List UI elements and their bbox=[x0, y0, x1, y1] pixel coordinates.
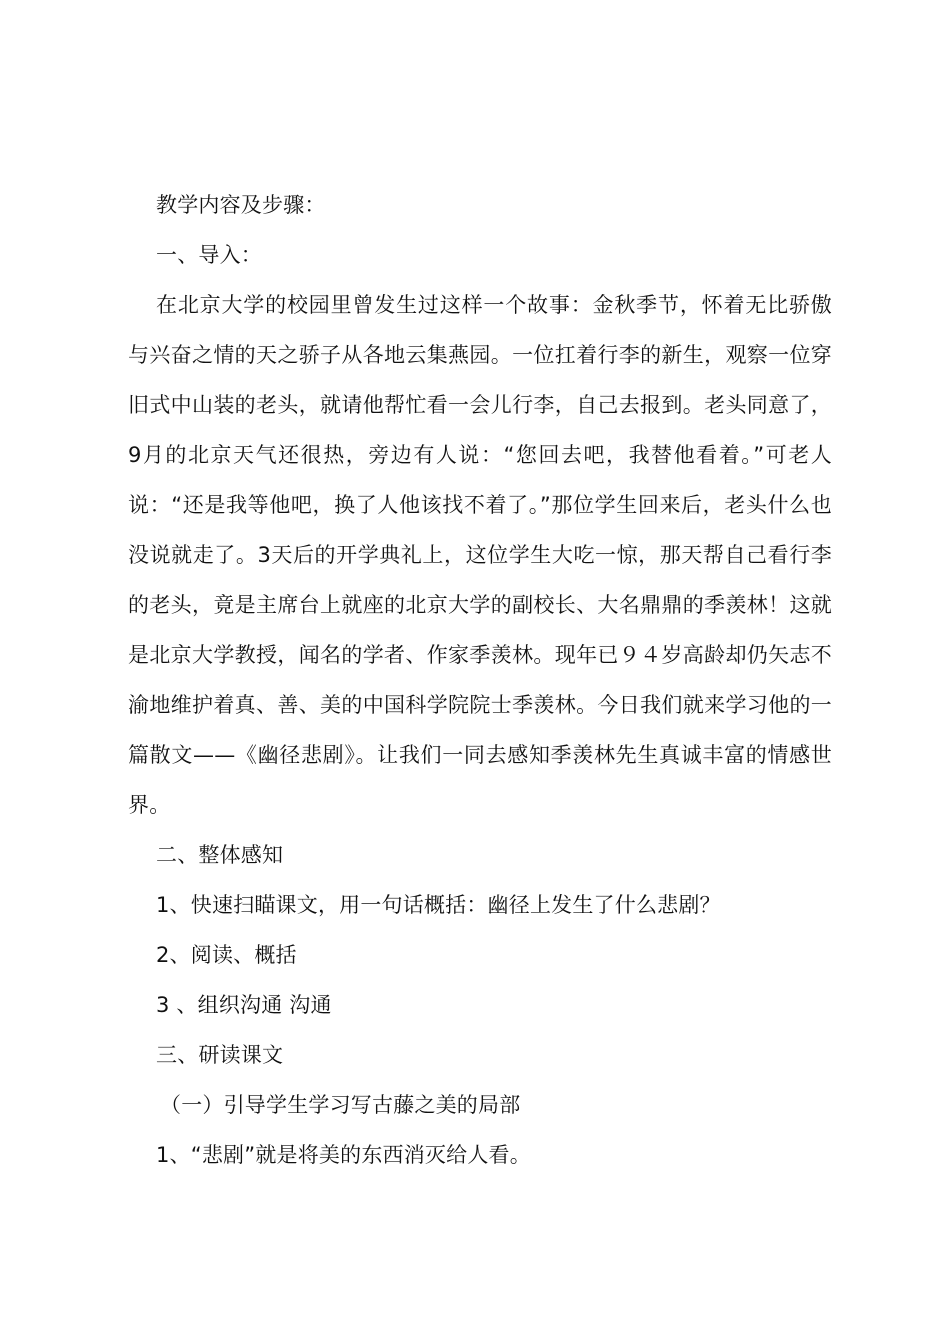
overall-perception-item-1: 1、快速扫瞄课文，用一句话概括：幽径上发生了什么悲剧？ bbox=[156, 893, 721, 917]
section-heading-introduction: 一、导入： bbox=[156, 243, 262, 267]
overall-perception-item-3: 3 、组织沟通 沟通 bbox=[156, 993, 332, 1017]
study-subsection-heading-1: （一）引导学生学习写古藤之美的局部 bbox=[160, 1093, 521, 1117]
section-heading-overall-perception: 二、整体感知 bbox=[156, 843, 284, 867]
section-heading-study-text: 三、研读课文 bbox=[156, 1043, 284, 1067]
introduction-story-paragraph: 在北京大学的校园里曾发生过这样一个故事：金秋季节，怀着无比骄傲与兴奋之情的天之骄子从各地云集燕园。一位扛着行李的新生，观察一位穿旧式中山装的老头，就请他帮忙看一会儿行李，自己去报到。老头同意了，9月的北京天气还很热，旁边有人说：“您回去吧，我替他看着。”可老人说：“还是我等他吧，换了人他该找不着了。”那位学生回来后，老头什么也没说就走了。3天后的开学典礼上，这位学生大吃一惊，那天帮自己看行李的老头，竟是主席台上就座的北京大学的副校长、大名鼎鼎的季羡林！这就是北京大学教授，闻名的学者、作家季羡林。现年已９４岁高龄却仍矢志不渝地维护着真、善、美的中国科学院院士季羡林。今日我们就来学习他的一篇散文——《幽径悲剧》。让我们一同去感知季羡林先生真诚丰富的情感世界。 bbox=[128, 293, 832, 817]
teaching-content-heading: 教学内容及步骤： bbox=[156, 193, 326, 217]
study-item-1: 1、“悲剧”就是将美的东西消灭给人看。 bbox=[156, 1143, 531, 1167]
document-body bbox=[128, 180, 832, 1180]
overall-perception-item-2: 2、阅读、概括 bbox=[156, 943, 297, 967]
